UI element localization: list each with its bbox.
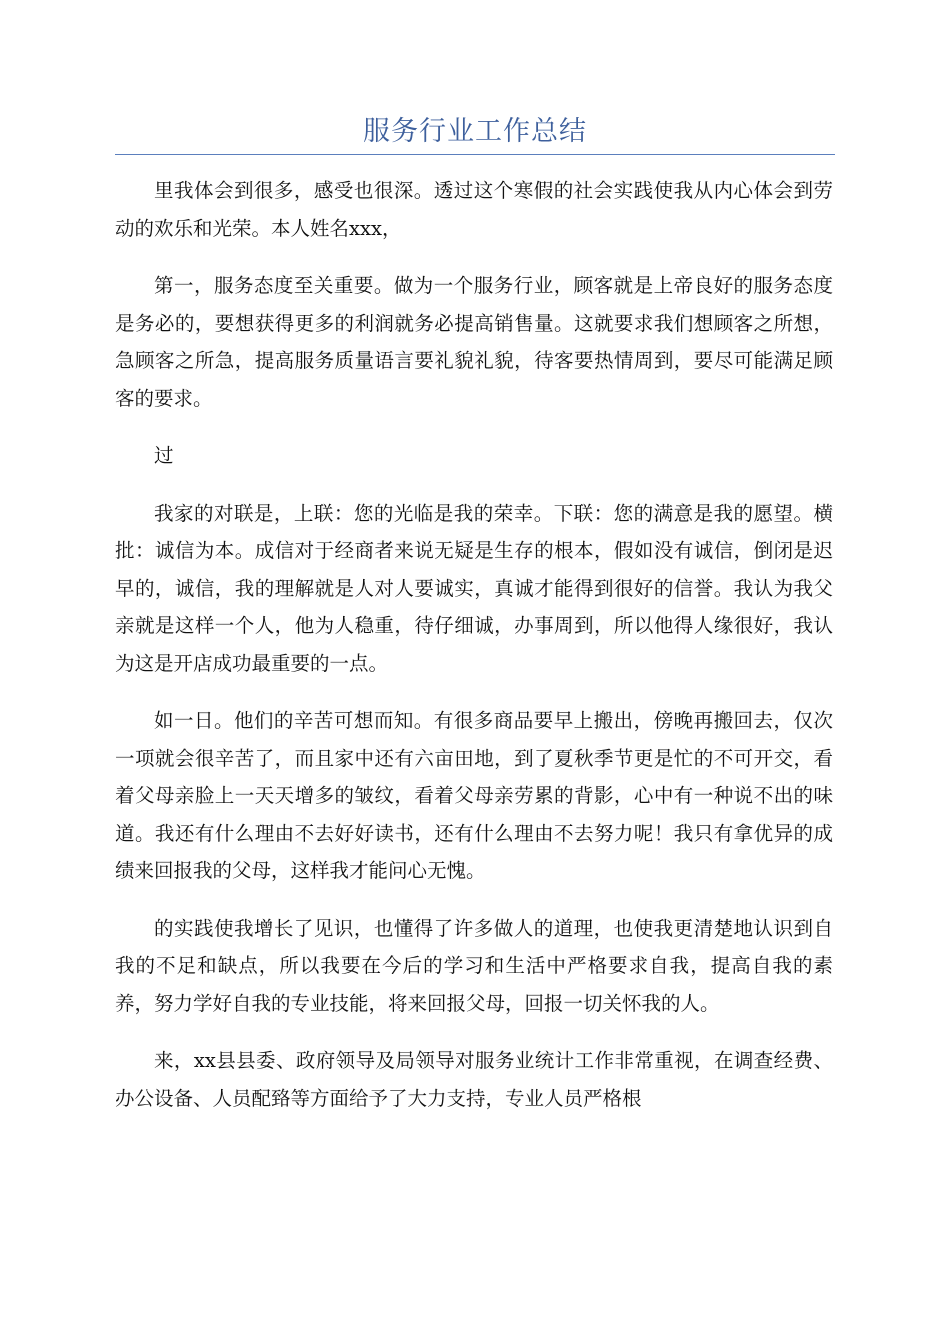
document-body [115,172,833,1137]
document-title: 服务行业工作总结 [363,116,587,147]
paragraph: 过 [154,444,174,467]
paragraph: 我家的对联是，上联：您的光临是我的荣幸。下联：您的满意是我的愿望。横批：诚信为本。成信对于经商者来说无疑是生存的根本，假如没有诚信，倒闭是迟早的，诚信，我的理解就是人对人要诚实，真诚才能得到很好的信誉。我认为我父亲就是这样一个人，他为人稳重，待仔细诚，办事周到，所以他得人缘很好，我认为这是开店成功最重要的一点。 [115,501,833,675]
paragraph: 来，xx县县委、政府领导及局领导对服务业统计工作非常重视，在调查经费、办公设备、人员配臵等方面给予了大力支持，专业人员严格根 [115,1049,833,1110]
paragraph: 如一日。他们的辛苦可想而知。有很多商品要早上搬出，傍晚再搬回去，仅次一项就会很辛苦了，而且家中还有六亩田地，到了夏秋季节更是忙的不可开交，看着父母亲脸上一天天增多的皱纹，看着父母亲劳累的背影，心中有一种说不出的味道。我还有什么理由不去好好读书，还有什么理由不去努力呢！我只有拿优异的成绩来回报我的父母，这样我才能问心无愧。 [115,709,833,882]
title-underline [115,154,835,155]
paragraph: 的实践使我增长了见识，也懂得了许多做人的道理，也使我更清楚地认识到自我的不足和缺点，所以我要在今后的学习和生活中严格要求自我，提高自我的素养，努力学好自我的专业技能，将来回报父母，回报一切关怀我的人。 [115,916,833,1015]
paragraph: 里我体会到很多，感受也很深。透过这个寒假的社会实践使我从内心体会到劳动的欢乐和光荣。本人姓名xxx， [115,179,833,240]
paragraph: 第一，服务态度至关重要。做为一个服务行业，顾客就是上帝良好的服务态度是务必的，要想获得更多的利润就务必提高销售量。这就要求我们想顾客之所想，急顾客之所急，提高服务质量语言要礼貌礼貌，待客要热情周到，要尽可能满足顾客的要求。 [115,274,833,410]
